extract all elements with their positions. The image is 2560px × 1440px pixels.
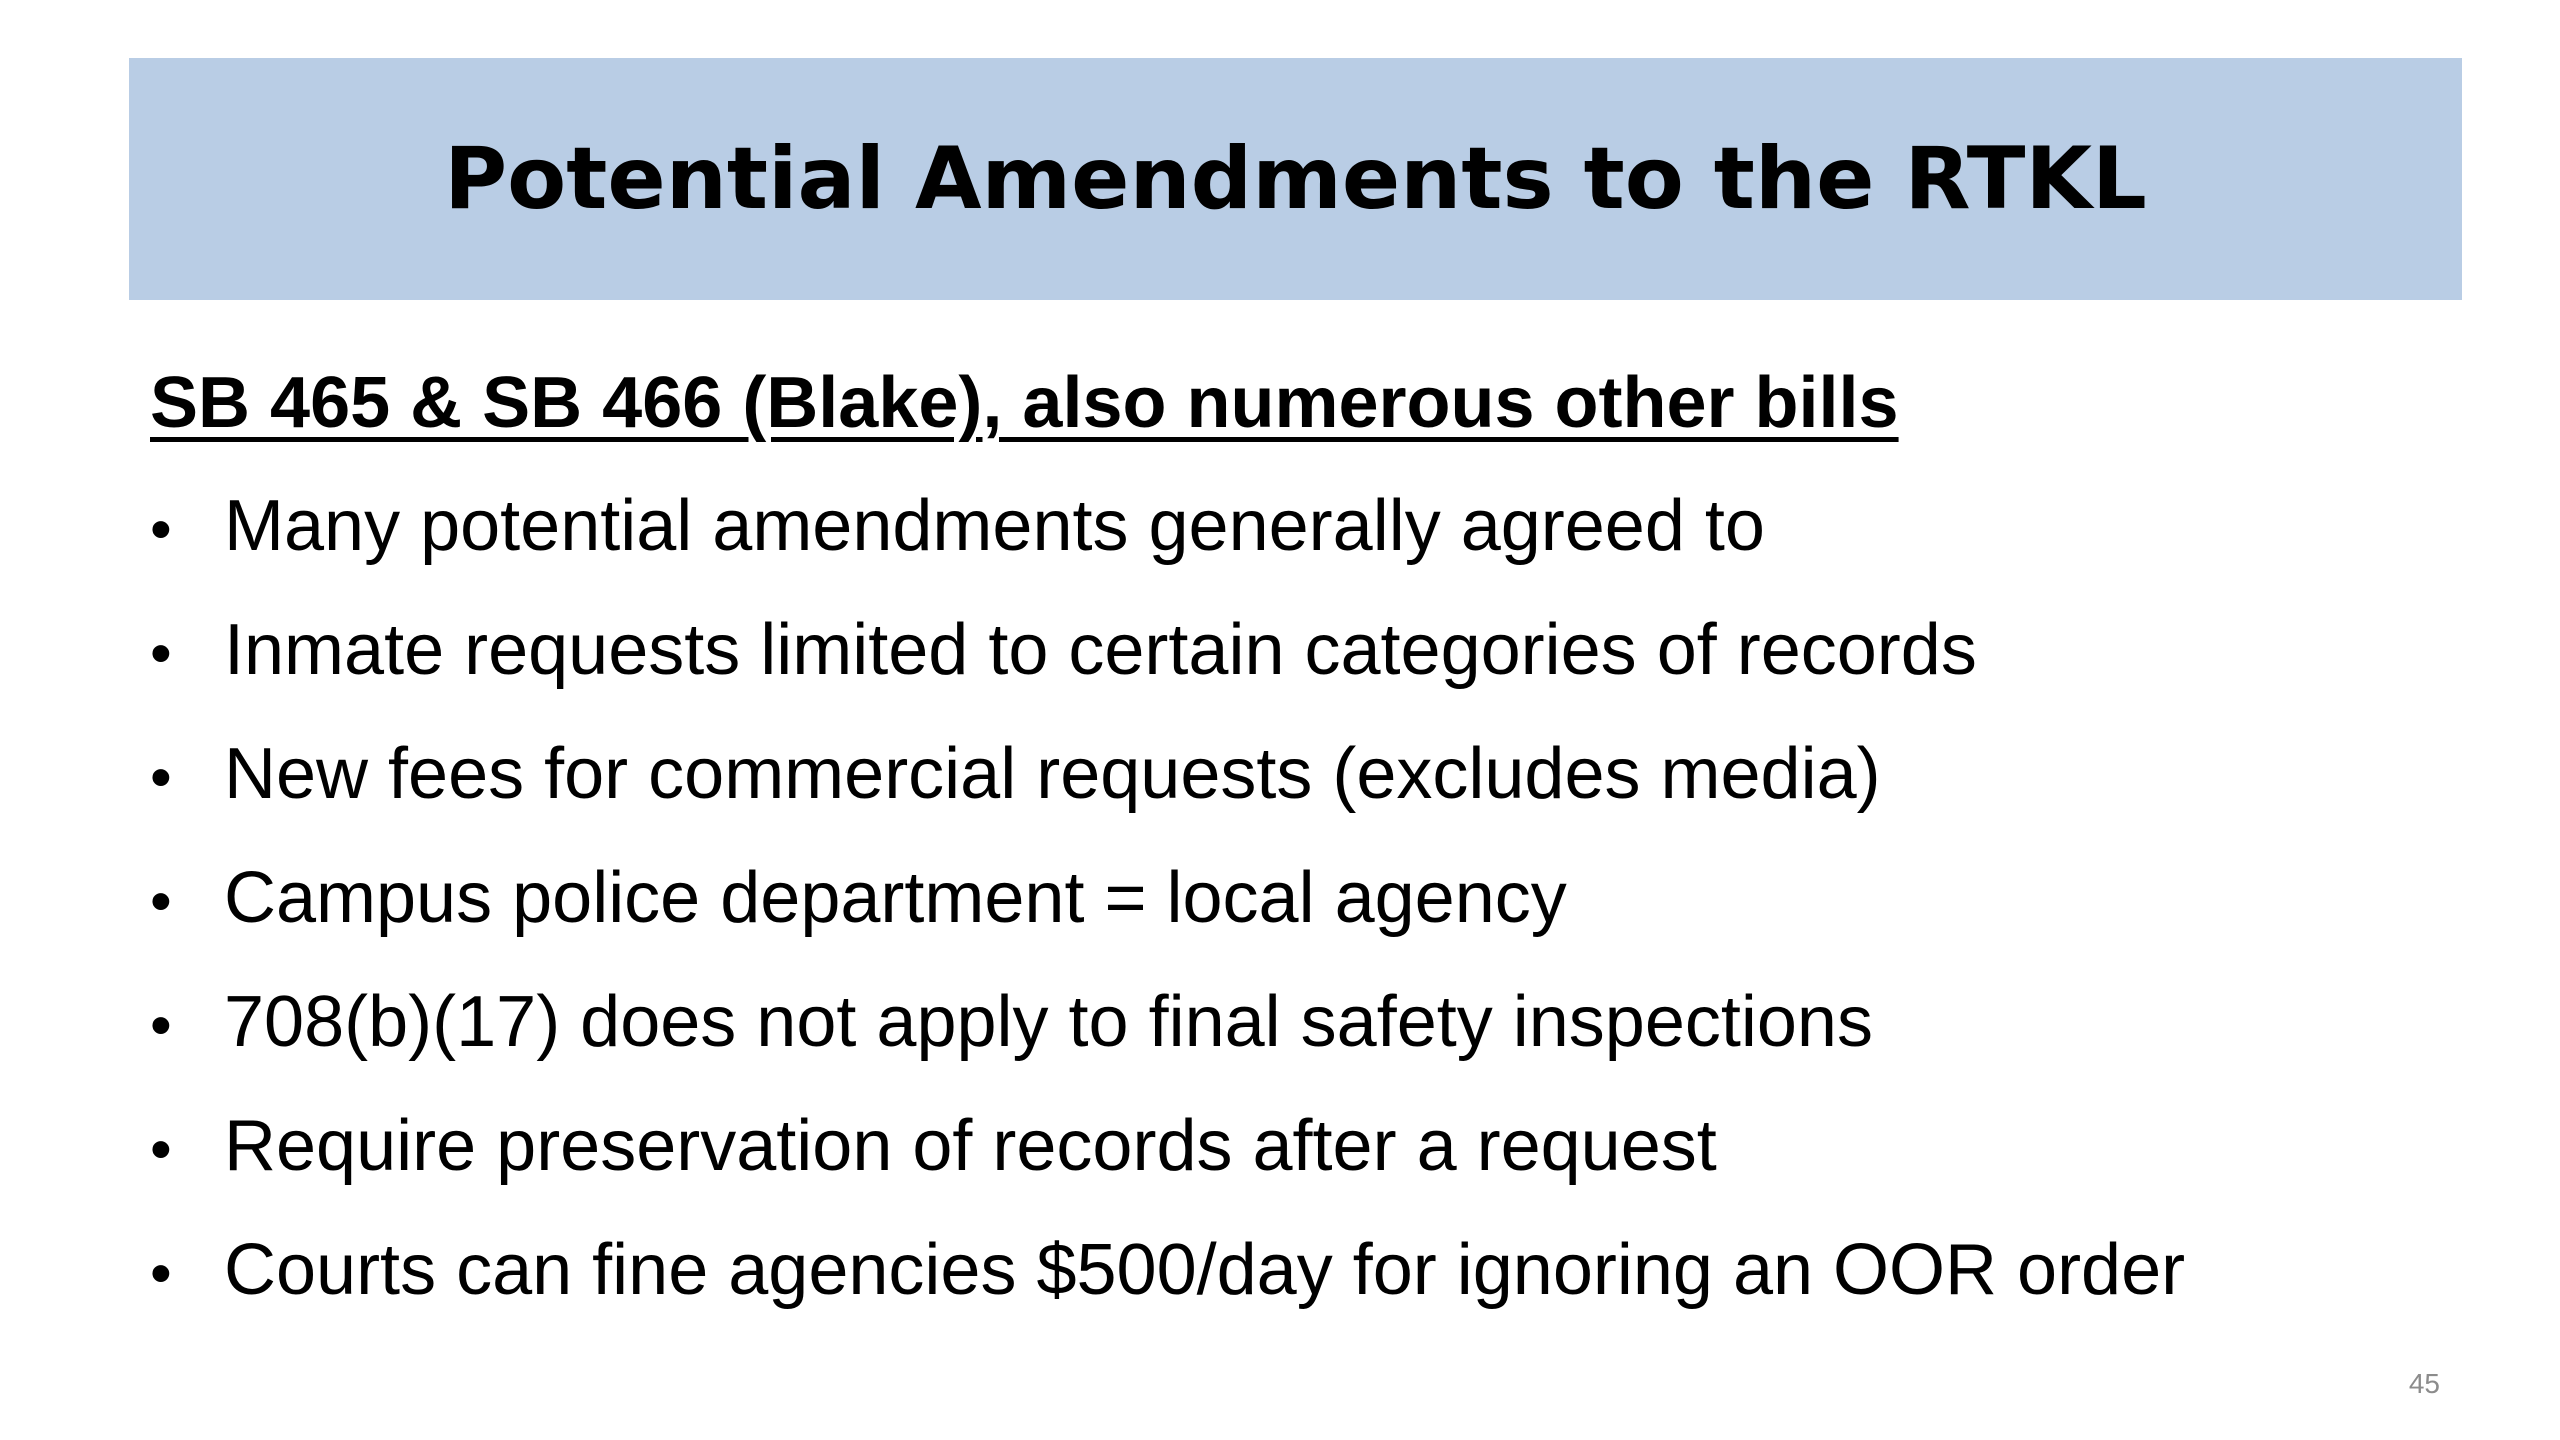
bullet-icon: • (150, 1239, 172, 1308)
bullet-text: Require preservation of records after a request (224, 1106, 1717, 1186)
bullet-list (150, 478, 2450, 1346)
bullet-text: Courts can fine agencies $500/day for ignoring an OOR order (224, 1230, 2186, 1310)
bullet-text: Inmate requests limited to certain categories of records (224, 610, 1977, 690)
bullet-item (150, 974, 2450, 1098)
bullet-icon: • (150, 743, 172, 812)
bullet-item (150, 726, 2450, 850)
bullet-item (150, 1222, 2450, 1346)
slide-subheading: SB 465 & SB 466 (Blake), also numerous other bills (150, 363, 1899, 443)
bullet-text: 708(b)(17) does not apply to final safety inspections (224, 982, 1873, 1062)
bullet-text: New fees for commercial requests (excludes media) (224, 734, 1881, 814)
bullet-icon: • (150, 991, 172, 1060)
bullet-icon: • (150, 867, 172, 936)
bullet-item (150, 478, 2450, 602)
bullet-text: Many potential amendments generally agreed to (224, 486, 1765, 566)
bullet-item (150, 1098, 2450, 1222)
bullet-text: Campus police department = local agency (224, 858, 1567, 938)
page-number: 45 (2408, 1368, 2440, 1399)
bullet-icon: • (150, 1115, 172, 1184)
bullet-icon: • (150, 619, 172, 688)
bullet-item (150, 602, 2450, 726)
slide-title: Potential Amendments to the RTKL (444, 129, 2147, 229)
bullet-item (150, 850, 2450, 974)
title-bar (129, 58, 2462, 300)
bullet-icon: • (150, 495, 172, 564)
